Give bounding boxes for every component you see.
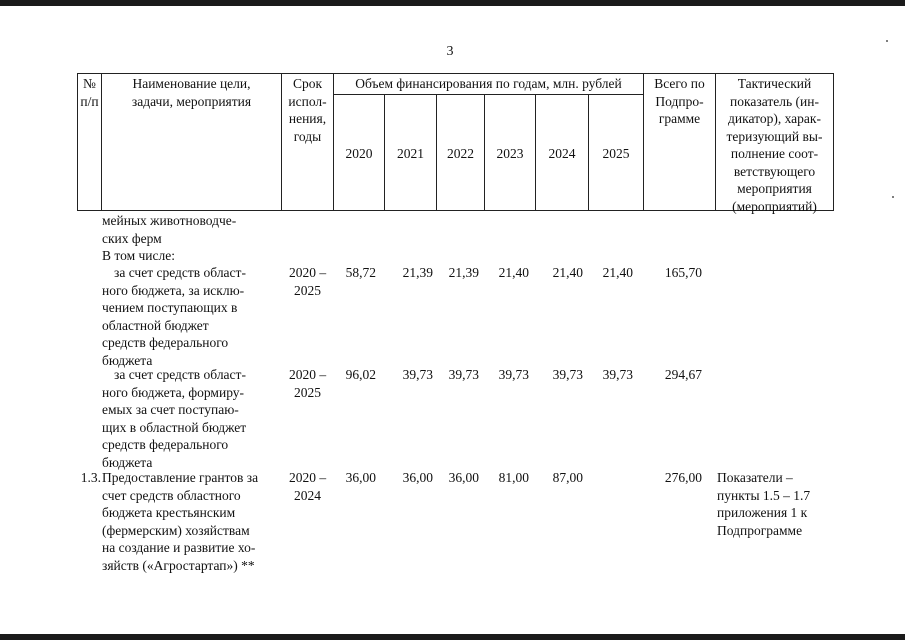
scan-speck xyxy=(886,40,888,42)
row-value: 36,00 xyxy=(402,470,433,485)
header-total: Всего по Подпро- грамме xyxy=(654,76,705,126)
row-value: 96,02 xyxy=(345,367,376,382)
header-year: 2021 xyxy=(397,146,424,161)
row-total: 165,70 xyxy=(664,265,702,280)
row-value: 81,00 xyxy=(498,470,529,485)
row-term: 2020 – 2025 xyxy=(288,265,327,298)
row-name: за счет средств област- ного бюджета, за исклю- чением поступающих в областной бюджет средств федерального бюджета xyxy=(102,265,246,368)
row-total: 276,00 xyxy=(664,470,702,485)
col-border xyxy=(833,73,834,211)
funding-subheader-line xyxy=(333,94,643,95)
header-year: 2023 xyxy=(496,146,524,161)
header-num: № п/п xyxy=(80,76,99,109)
row-value: 21,40 xyxy=(498,265,529,280)
header-year: 2024 xyxy=(548,146,576,161)
row-value: 87,00 xyxy=(552,470,583,485)
row-value: 21,39 xyxy=(448,265,479,280)
row-name: за счет средств област- ного бюджета, формиру- емых за счет поступаю- щих в областной бюджет средств федерального бюджета xyxy=(102,367,247,470)
row-name: Предоставление грантов за счет средств областного бюджета крестьянским (фермерским) хозяйствам на создание и развитие хо- зяйств («Агростартап») ** xyxy=(102,470,259,573)
header-name: Наименование цели, задачи, мероприятия xyxy=(131,76,252,109)
row-value: 21,40 xyxy=(602,265,633,280)
row-value: 39,73 xyxy=(602,367,633,382)
row-term: 2020 – 2025 xyxy=(288,367,327,400)
row-indicator: Показатели – пункты 1.5 – 1.7 приложения 1 к Подпрограмме xyxy=(717,470,811,538)
continuation-text: мейных животноводче- ских ферм В том числе: xyxy=(102,213,237,263)
row-value: 39,73 xyxy=(498,367,529,382)
scan-edge-bottom xyxy=(0,634,905,640)
row-value: 39,73 xyxy=(448,367,479,382)
row-value: 39,73 xyxy=(552,367,583,382)
header-indicator: Тактический показатель (ин- дикатор), харак- теризующий вы- полнение соот- ветствующего мероприятия (мероприятий) xyxy=(726,76,823,214)
col-border xyxy=(333,73,334,211)
scan-speck xyxy=(892,196,894,198)
header-year: 2022 xyxy=(447,146,474,161)
header-year: 2025 xyxy=(602,146,630,161)
row-value: 58,72 xyxy=(345,265,376,280)
page-number: 3 xyxy=(446,44,454,59)
scan-edge-top xyxy=(0,0,905,6)
row-value: 36,00 xyxy=(448,470,479,485)
row-total: 294,67 xyxy=(664,367,702,382)
row-term: 2020 – 2024 xyxy=(288,470,327,503)
header-funding: Объем финансирования по годам, млн. рублей xyxy=(355,76,622,91)
row-value: 39,73 xyxy=(402,367,433,382)
header-term: Срок испол- нения, годы xyxy=(288,76,327,144)
row-value: 36,00 xyxy=(345,470,376,485)
row-num: 1.3. xyxy=(80,470,101,485)
row-value: 21,40 xyxy=(552,265,583,280)
row-value: 21,39 xyxy=(402,265,433,280)
table-top-border xyxy=(77,73,833,74)
header-year: 2020 xyxy=(345,146,373,161)
